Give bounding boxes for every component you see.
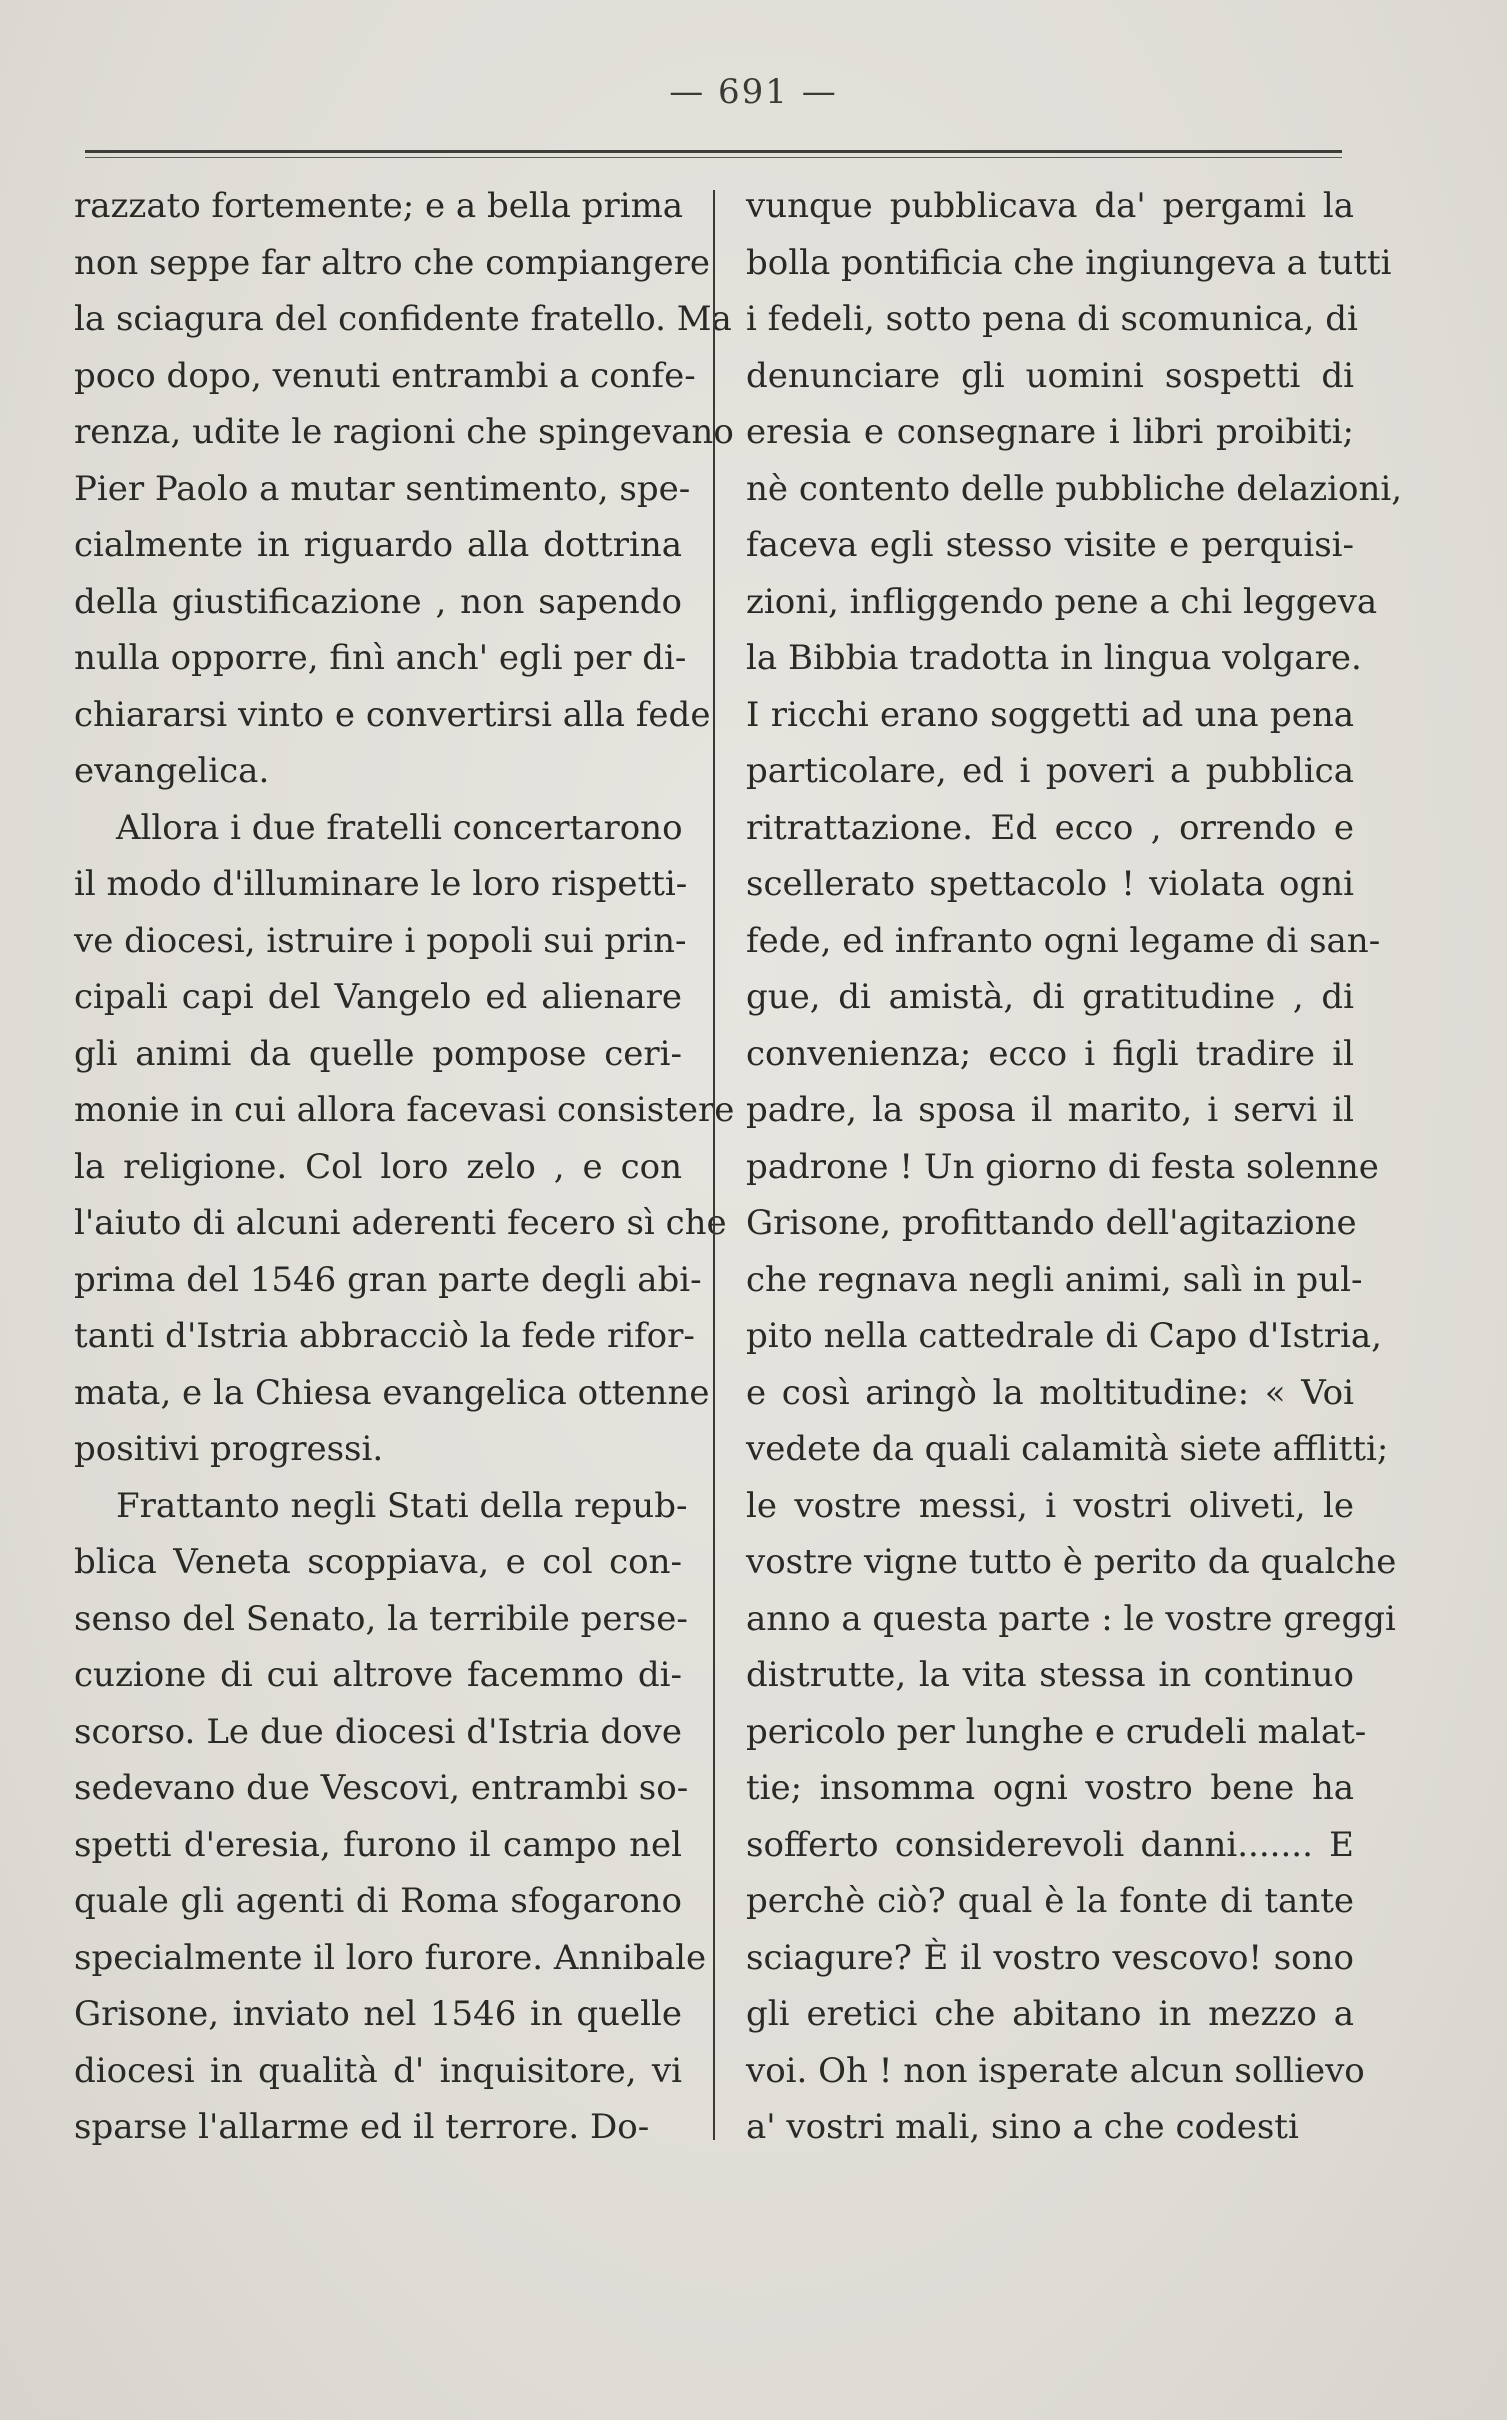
text-line: chiararsi vinto e convertirsi alla fede bbox=[74, 694, 711, 735]
text-line: denunciare gli uomini sospetti di bbox=[746, 355, 1354, 396]
text-line: monie in cui allora facevasi consistere bbox=[74, 1090, 735, 1130]
text-line: pericolo per lunghe e crudeli malat- bbox=[746, 1711, 1367, 1752]
text-line: scellerato spettacolo ! violata ogni bbox=[746, 864, 1354, 904]
text-line: convenienza; ecco i figli tradire il bbox=[746, 1033, 1354, 1074]
text-line: eresia e consegnare i libri proibiti; bbox=[746, 412, 1354, 452]
text-line: sofferto considerevoli danni....... E bbox=[746, 1824, 1354, 1865]
text-line: gli animi da quelle pompose ceri- bbox=[74, 1033, 682, 1074]
text-line: vostre vigne tutto è perito da qualche bbox=[746, 1542, 1397, 1582]
text-line: spetti d'eresia, furono il campo nel bbox=[74, 1824, 682, 1865]
text-line: renza, udite le ragioni che spingevano bbox=[74, 412, 734, 452]
left-column bbox=[74, 178, 735, 2156]
text-line: faceva egli stesso visite e perquisi- bbox=[746, 525, 1354, 565]
text-line: la religione. Col loro zelo , e con bbox=[74, 1146, 682, 1187]
text-line: cipali capi del Vangelo ed alienare bbox=[74, 977, 682, 1017]
text-line: evangelica. bbox=[74, 751, 270, 791]
text-line: scorso. Le due diocesi d'Istria dove bbox=[74, 1711, 682, 1752]
text-line: poco dopo, venuti entrambi a confe- bbox=[74, 355, 696, 396]
text-line: senso del Senato, la terribile perse- bbox=[74, 1598, 688, 1639]
text-line: il modo d'illuminare le loro rispetti- bbox=[74, 864, 688, 904]
text-line: ve diocesi, istruire i popoli sui prin- bbox=[74, 920, 687, 961]
text-line: diocesi in qualità d' inquisitore, vi bbox=[74, 2050, 682, 2091]
text-line: vunque pubblicava da' pergami la bbox=[746, 186, 1354, 226]
text-line: a' vostri mali, sino a che codesti bbox=[746, 2107, 1299, 2147]
text-line: la Bibbia tradotta in lingua volgare. bbox=[746, 638, 1362, 678]
text-line: i fedeli, sotto pena di scomunica, di bbox=[746, 299, 1358, 339]
text-line: cuzione di cui altrove facemmo di- bbox=[74, 1655, 682, 1695]
text-line: Frattanto negli Stati della repub- bbox=[116, 1485, 688, 1526]
text-line: l'aiuto di alcuni aderenti fecero sì che bbox=[74, 1203, 727, 1243]
text-line: Pier Paolo a mutar sentimento, spe- bbox=[74, 468, 691, 509]
text-line: vedete da quali calamità siete afflitti; bbox=[746, 1429, 1389, 1469]
right-column bbox=[746, 178, 1403, 2156]
text-line: sedevano due Vescovi, entrambi so- bbox=[74, 1768, 689, 1808]
text-line: I ricchi erano soggetti ad una pena bbox=[746, 694, 1354, 735]
text-line: Grisone, inviato nel 1546 in quelle bbox=[74, 1994, 682, 2034]
text-line: tie; insomma ogni vostro bene ha bbox=[746, 1768, 1354, 1808]
text-line: quale gli agenti di Roma sfogarono bbox=[74, 1881, 682, 1921]
text-line: pito nella cattedrale di Capo d'Istria, bbox=[746, 1316, 1382, 1356]
text-line: tanti d'Istria abbracciò la fede rifor- bbox=[74, 1316, 695, 1356]
text-line: fede, ed infranto ogni legame di san- bbox=[746, 920, 1381, 961]
text-line: la sciagura del confidente fratello. Ma bbox=[74, 299, 732, 339]
text-line: Grisone, profittando dell'agitazione bbox=[746, 1203, 1357, 1243]
text-line: voi. Oh ! non isperate alcun sollievo bbox=[746, 2050, 1365, 2091]
text-line: padre, la sposa il marito, i servi il bbox=[746, 1090, 1354, 1130]
text-line: blica Veneta scoppiava, e col con- bbox=[74, 1542, 682, 1582]
text-line: non seppe far altro che compiangere bbox=[74, 242, 711, 283]
text-line: bolla pontificia che ingiungeva a tutti bbox=[746, 242, 1392, 283]
text-line: perchè ciò? qual è la fonte di tante bbox=[746, 1881, 1354, 1921]
text-line: Allora i due fratelli concertarono bbox=[116, 807, 683, 848]
text-line: sciagure? È il vostro vescovo! sono bbox=[746, 1937, 1354, 1978]
text-line: cialmente in riguardo alla dottrina bbox=[74, 525, 682, 565]
text-line: gli eretici che abitano in mezzo a bbox=[746, 1994, 1354, 2034]
page-number: — 691 — bbox=[669, 72, 838, 112]
text-line: sparse l'allarme ed il terrore. Do- bbox=[74, 2107, 650, 2147]
column-divider bbox=[713, 190, 715, 2140]
text-line: della giustificazione , non sapendo bbox=[74, 581, 682, 622]
text-line: e così aringò la moltitudine: « Voi bbox=[746, 1372, 1354, 1413]
text-line: positivi progressi. bbox=[74, 1429, 384, 1469]
header-rule-thin bbox=[85, 157, 1342, 158]
text-line: nè contento delle pubbliche delazioni, bbox=[746, 468, 1403, 509]
text-line: gue, di amistà, di gratitudine , di bbox=[746, 977, 1354, 1017]
text-line: razzato fortemente; e a bella prima bbox=[74, 186, 684, 226]
text-line: ritrattazione. Ed ecco , orrendo e bbox=[746, 807, 1354, 848]
text-line: specialmente il loro furore. Annibale bbox=[74, 1937, 707, 1978]
text-line: mata, e la Chiesa evangelica ottenne bbox=[74, 1372, 710, 1413]
text-line: che regnava negli animi, salì in pul- bbox=[746, 1259, 1363, 1300]
text-line: zioni, infliggendo pene a chi leggeva bbox=[746, 581, 1378, 622]
text-line: anno a questa parte : le vostre greggi bbox=[746, 1598, 1396, 1639]
text-line: nulla opporre, finì anch' egli per di- bbox=[74, 638, 687, 678]
text-line: le vostre messi, i vostri oliveti, le bbox=[746, 1485, 1354, 1526]
text-line: padrone ! Un giorno di festa solenne bbox=[746, 1146, 1379, 1187]
text-line: distrutte, la vita stessa in continuo bbox=[746, 1655, 1354, 1695]
header-rule bbox=[85, 150, 1342, 153]
text-line: particolare, ed i poveri a pubblica bbox=[746, 751, 1354, 791]
text-line: prima del 1546 gran parte degli abi- bbox=[74, 1259, 702, 1300]
